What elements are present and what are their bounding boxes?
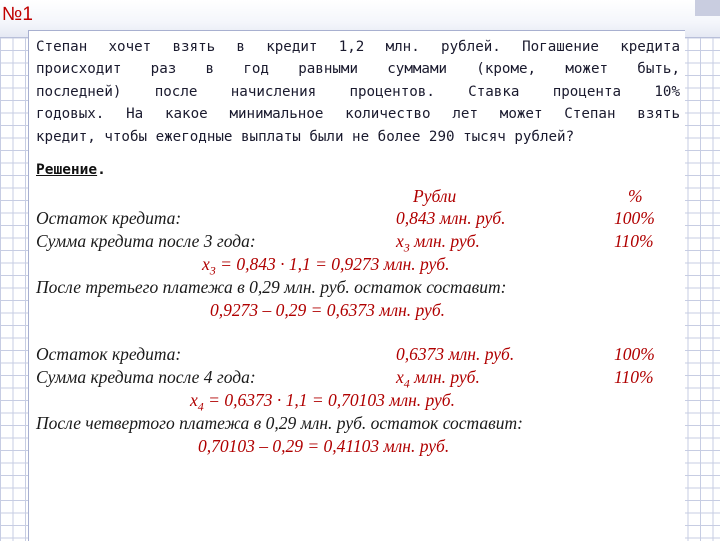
remainder-value: 0,843 млн. руб. (396, 208, 506, 228)
var-subscript: 3 (209, 263, 216, 278)
sum-after-year-value (396, 231, 480, 256)
remainder-value: 0,6373 млн. руб. (396, 344, 515, 364)
calculation-text: = 0,843 · 1,1 = 0,9273 млн. руб. (215, 254, 450, 274)
calculation-line (190, 390, 455, 415)
column-header-rubles: Рубли (413, 186, 457, 206)
var-x: x (190, 390, 198, 410)
sum-after-year-label: Сумма кредита после 3 года: (36, 231, 256, 251)
remainder-label: Остаток кредита: (36, 344, 182, 364)
sum-after-year-percent: 110% (614, 231, 654, 251)
solution-title-dot: . (97, 162, 106, 178)
var-subscript: 4 (197, 399, 204, 414)
remainder-percent: 100% (614, 208, 655, 228)
var-x: x (396, 231, 404, 251)
result-line: 0,70103 – 0,29 = 0,41103 млн. руб. (198, 436, 450, 456)
remainder-percent: 100% (614, 344, 655, 364)
problem-line: кредит, чтобы ежегодные выплаты были не более 290 тысяч рублей? (36, 128, 575, 145)
calculation-line (202, 254, 449, 279)
calculation-text: = 0,6373 · 1,1 = 0,70103 млн. руб. (203, 390, 455, 410)
problem-line: годовых. На какое минимальное количество лет может Степан взять (36, 106, 680, 123)
var-subscript: 3 (403, 240, 410, 255)
column-header-percent: % (628, 186, 643, 206)
solution-title: Решение (36, 162, 98, 178)
problem-line: последней) после начисления процентов. Ставка процента 10% (36, 83, 680, 100)
problem-line: Степан хочет взять в кредит 1,2 млн. рублей. Погашение кредита (36, 39, 680, 55)
sum-after-year-percent: 110% (614, 367, 654, 387)
sum-after-year-value (396, 367, 480, 392)
solution-heading (36, 162, 106, 178)
unit: млн. руб. (409, 231, 480, 251)
var-x: x (396, 367, 404, 387)
corner-decoration (695, 0, 720, 16)
var-subscript: 4 (403, 376, 410, 391)
unit: млн. руб. (409, 367, 480, 387)
sum-after-year-label: Сумма кредита после 4 года: (36, 367, 256, 387)
remainder-label: Остаток кредита: (36, 208, 182, 228)
problem-line: происходит раз в год равными суммами (кроме, может быть, (36, 61, 680, 78)
after-payment-text: После третьего платежа в 0,29 млн. руб. остаток составит: (36, 277, 507, 297)
after-payment-text: После четвертого платежа в 0,29 млн. руб. остаток составит: (36, 413, 523, 433)
var-x: x (202, 254, 210, 274)
problem-statement (36, 36, 680, 148)
problem-number: №1 (2, 4, 33, 25)
result-line: 0,9273 – 0,29 = 0,6373 млн. руб. (210, 300, 446, 320)
